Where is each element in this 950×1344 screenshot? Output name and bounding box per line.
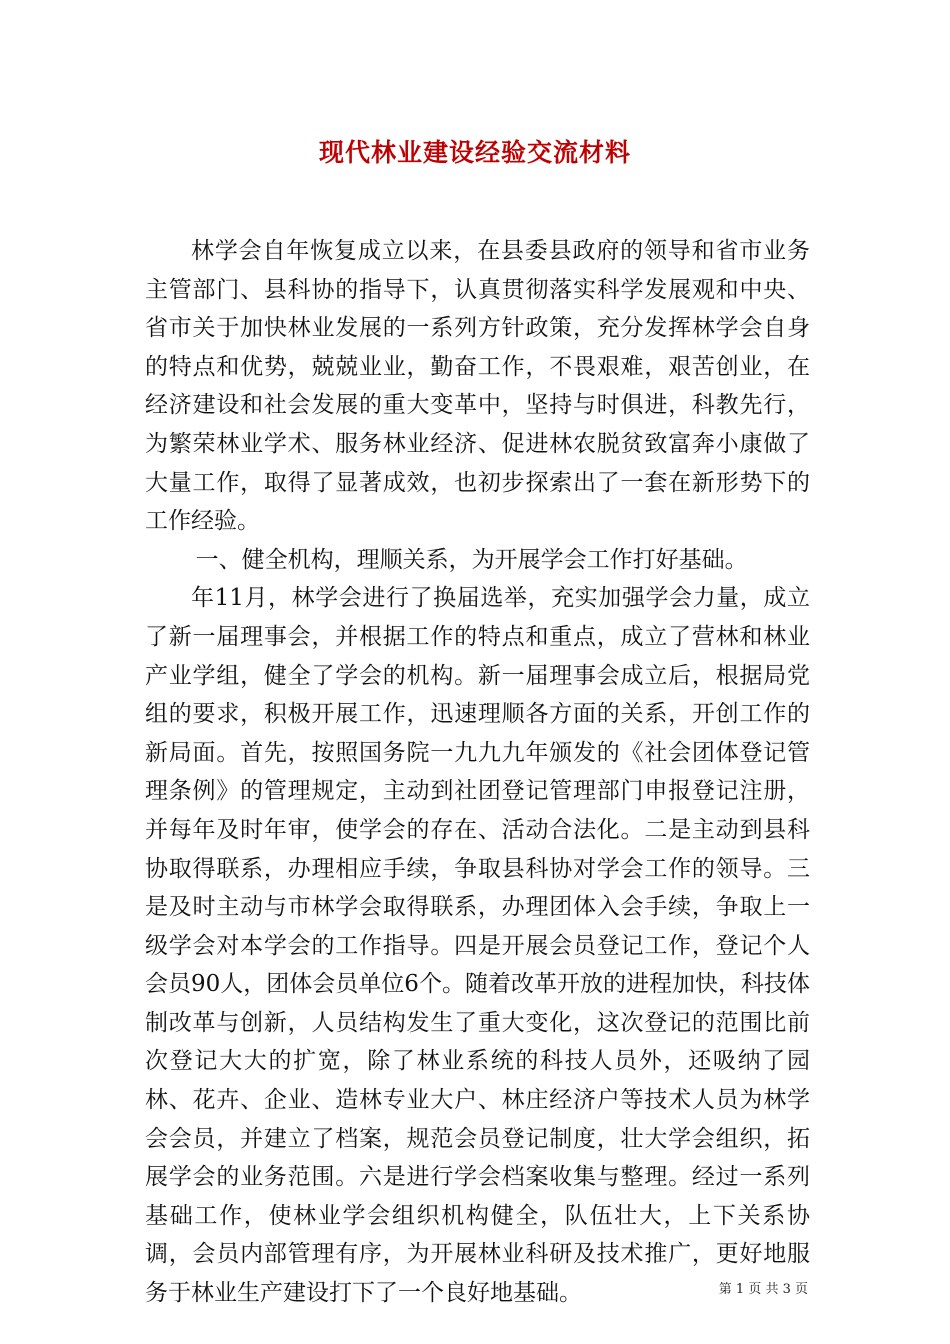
section-paragraph: 年11月，林学会进行了换届选举，充实加强学会力量，成立了新一届理事会，并根据工作的特点和重点，成立了营林和林业产业学组，健全了学会的机构。新一届理事会成立后，根据局党组的要求，积极开展工作，迅速理顺各方面的关系，开创工作的新局面。首先，按照国务院一九九九年颁发的《社会团体登记管理条例》的管理规定，主动到社团登记管理部门申报登记注册，并每年及时年审，使学会的存在、活动合法化。二是主动到县科协取得联系，办理相应手续，争取县科协对学会工作的领导。三是及时主动与市林学会取得联系，办理团体入会手续，争取上一级学会对本学会的工作指导。四是开展会员登记工作，登记个人会员90人，团体会员单位6个。随着改革开放的进程加快，科技体制改革与创新，人员结构发生了重大变化，这次登记的范围比前次登记大大的扩宽，除了林业系统的科技人员外，还吸纳了园林、花卉、企业、造林专业大户、林庄经济户等技术人员为林学会会员，并建立了档案，规范会员登记制度，壮大学会组织，拓展学会的业务范围。六是进行学会档案收集与整理。经过一系列基础工作，使林业学会组织机构健全，队伍壮大，上下关系协调，会员内部管理有序，为开展林业科研及技术推广，更好地服务于林业生产建设打下了一个良好地基础。 (145, 585, 810, 1307)
document-title: 现代林业建设经验交流材料 (318, 138, 631, 167)
document-body (145, 232, 810, 1313)
intro-paragraph: 林学会自年恢复成立以来，在县委县政府的领导和省市业务主管部门、县科协的指导下，认真贯彻落实科学发展观和中央、省市关于加快林业发展的一系列方针政策，充分发挥林学会自身的特点和优势，兢兢业业，勤奋工作，不畏艰难，艰苦创业，在经济建设和社会发展的重大变革中，坚持与时俱进，科教先行，为繁荣林业学术、服务林业经济、促进林农脱贫致富奔小康做了大量工作，取得了显著成效，也初步探索出了一套在新形势下的工作经验。 (145, 238, 810, 535)
section-heading: 一、健全机构，理顺关系，为开展学会工作打好基础。 (195, 546, 748, 573)
page-number: 第 1 页 共 3 页 (718, 1282, 808, 1297)
